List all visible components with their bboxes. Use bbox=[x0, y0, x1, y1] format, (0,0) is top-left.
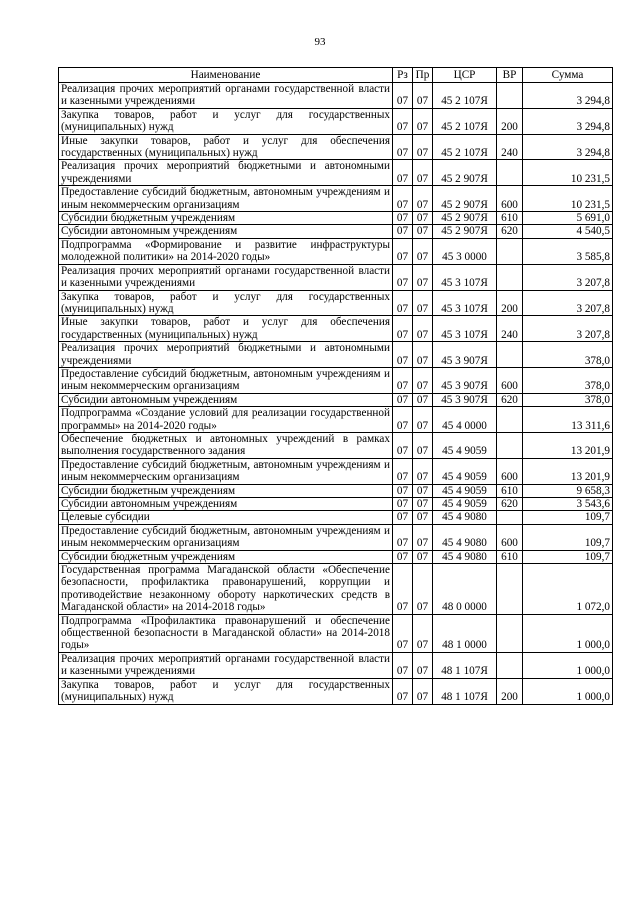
cell-csr: 45 2 907Я bbox=[433, 225, 497, 238]
cell-name: Субсидии автономным учреждениям bbox=[59, 225, 393, 238]
cell-rz: 07 bbox=[393, 160, 413, 186]
cell-vr bbox=[497, 264, 523, 290]
table-row bbox=[59, 550, 613, 563]
cell-csr: 45 3 107Я bbox=[433, 290, 497, 316]
cell-sum: 109,7 bbox=[523, 511, 613, 524]
table-row bbox=[59, 316, 613, 342]
budget-table bbox=[58, 67, 613, 705]
cell-name: Реализация прочих мероприятий органами государственной власти и казенными учреждениями bbox=[59, 264, 393, 290]
cell-vr: 200 bbox=[497, 108, 523, 134]
table-row bbox=[59, 407, 613, 433]
cell-vr: 620 bbox=[497, 498, 523, 511]
cell-name: Субсидии бюджетным учреждениям bbox=[59, 550, 393, 563]
table-row bbox=[59, 108, 613, 134]
cell-rz: 07 bbox=[393, 134, 413, 160]
cell-rz: 07 bbox=[393, 458, 413, 484]
header-sum: Сумма bbox=[523, 68, 613, 83]
cell-sum: 1 072,0 bbox=[523, 564, 613, 615]
cell-name: Подпрограмма «Создание условий для реализации государственной программы» на 2014-2020 годы» bbox=[59, 407, 393, 433]
cell-rz: 07 bbox=[393, 83, 413, 109]
cell-pr: 07 bbox=[413, 83, 433, 109]
cell-rz: 07 bbox=[393, 367, 413, 393]
table-row bbox=[59, 564, 613, 615]
cell-vr: 240 bbox=[497, 316, 523, 342]
cell-pr: 07 bbox=[413, 564, 433, 615]
cell-name: Предоставление субсидий бюджетным, автономным учреждениям и иным некоммерческим организациям bbox=[59, 367, 393, 393]
cell-sum: 3 585,8 bbox=[523, 238, 613, 264]
cell-vr bbox=[497, 652, 523, 678]
cell-vr bbox=[497, 511, 523, 524]
cell-name: Субсидии бюджетным учреждениям bbox=[59, 212, 393, 225]
cell-pr: 07 bbox=[413, 407, 433, 433]
table-row bbox=[59, 186, 613, 212]
cell-pr: 07 bbox=[413, 652, 433, 678]
cell-name: Закупка товаров, работ и услуг для государственных (муниципальных) нужд bbox=[59, 290, 393, 316]
cell-sum: 13 311,6 bbox=[523, 407, 613, 433]
cell-rz: 07 bbox=[393, 238, 413, 264]
cell-rz: 07 bbox=[393, 186, 413, 212]
cell-vr bbox=[497, 238, 523, 264]
cell-pr: 07 bbox=[413, 678, 433, 704]
table-row bbox=[59, 264, 613, 290]
cell-sum: 3 294,8 bbox=[523, 108, 613, 134]
cell-vr bbox=[497, 432, 523, 458]
cell-csr: 45 2 907Я bbox=[433, 160, 497, 186]
table-row bbox=[59, 238, 613, 264]
table-row bbox=[59, 511, 613, 524]
cell-pr: 07 bbox=[413, 484, 433, 497]
cell-vr: 600 bbox=[497, 524, 523, 550]
cell-name: Подпрограмма «Профилактика правонарушений и обеспечение общественной безопасности в Магаданской области» на 2014-2018 годы» bbox=[59, 614, 393, 652]
cell-pr: 07 bbox=[413, 393, 433, 406]
table-row bbox=[59, 484, 613, 497]
cell-csr: 45 3 107Я bbox=[433, 264, 497, 290]
cell-sum: 10 231,5 bbox=[523, 160, 613, 186]
cell-vr: 610 bbox=[497, 484, 523, 497]
table-row bbox=[59, 342, 613, 368]
cell-name: Обеспечение бюджетных и автономных учреждений в рамках выполнения государственного задания bbox=[59, 432, 393, 458]
cell-vr: 240 bbox=[497, 134, 523, 160]
header-rz: Рз bbox=[393, 68, 413, 83]
cell-rz: 07 bbox=[393, 407, 413, 433]
cell-csr: 45 3 907Я bbox=[433, 393, 497, 406]
cell-pr: 07 bbox=[413, 498, 433, 511]
cell-csr: 45 2 907Я bbox=[433, 186, 497, 212]
cell-vr bbox=[497, 407, 523, 433]
cell-rz: 07 bbox=[393, 393, 413, 406]
cell-vr: 600 bbox=[497, 186, 523, 212]
cell-rz: 07 bbox=[393, 108, 413, 134]
cell-csr: 45 2 107Я bbox=[433, 134, 497, 160]
cell-name: Реализация прочих мероприятий органами государственной власти и казенными учреждениями bbox=[59, 652, 393, 678]
cell-csr: 45 4 9059 bbox=[433, 484, 497, 497]
table-row bbox=[59, 290, 613, 316]
cell-sum: 1 000,0 bbox=[523, 614, 613, 652]
table-body bbox=[59, 83, 613, 705]
cell-sum: 1 000,0 bbox=[523, 678, 613, 704]
cell-vr: 610 bbox=[497, 212, 523, 225]
cell-vr: 620 bbox=[497, 393, 523, 406]
cell-sum: 13 201,9 bbox=[523, 458, 613, 484]
cell-pr: 07 bbox=[413, 614, 433, 652]
cell-name: Закупка товаров, работ и услуг для государственных (муниципальных) нужд bbox=[59, 678, 393, 704]
table-row bbox=[59, 458, 613, 484]
cell-csr: 45 3 0000 bbox=[433, 238, 497, 264]
cell-pr: 07 bbox=[413, 290, 433, 316]
cell-csr: 48 1 107Я bbox=[433, 678, 497, 704]
cell-csr: 45 2 107Я bbox=[433, 108, 497, 134]
cell-pr: 07 bbox=[413, 134, 433, 160]
cell-vr: 200 bbox=[497, 290, 523, 316]
cell-name: Субсидии автономным учреждениям bbox=[59, 393, 393, 406]
cell-vr: 200 bbox=[497, 678, 523, 704]
cell-rz: 07 bbox=[393, 264, 413, 290]
cell-rz: 07 bbox=[393, 484, 413, 497]
cell-rz: 07 bbox=[393, 432, 413, 458]
cell-csr: 45 2 907Я bbox=[433, 212, 497, 225]
cell-sum: 3 294,8 bbox=[523, 83, 613, 109]
cell-pr: 07 bbox=[413, 238, 433, 264]
cell-sum: 10 231,5 bbox=[523, 186, 613, 212]
cell-vr bbox=[497, 160, 523, 186]
cell-sum: 9 658,3 bbox=[523, 484, 613, 497]
cell-pr: 07 bbox=[413, 458, 433, 484]
cell-name: Целевые субсидии bbox=[59, 511, 393, 524]
cell-csr: 45 4 9059 bbox=[433, 432, 497, 458]
cell-name: Иные закупки товаров, работ и услуг для обеспечения государственных (муниципальных) нужд bbox=[59, 316, 393, 342]
cell-rz: 07 bbox=[393, 290, 413, 316]
cell-sum: 3 207,8 bbox=[523, 264, 613, 290]
cell-sum: 378,0 bbox=[523, 393, 613, 406]
cell-vr bbox=[497, 342, 523, 368]
cell-rz: 07 bbox=[393, 225, 413, 238]
cell-rz: 07 bbox=[393, 524, 413, 550]
cell-name: Реализация прочих мероприятий бюджетными и автономными учреждениями bbox=[59, 342, 393, 368]
table-row bbox=[59, 393, 613, 406]
cell-pr: 07 bbox=[413, 432, 433, 458]
cell-sum: 109,7 bbox=[523, 550, 613, 563]
cell-vr bbox=[497, 83, 523, 109]
table-row bbox=[59, 614, 613, 652]
cell-rz: 07 bbox=[393, 212, 413, 225]
cell-name: Предоставление субсидий бюджетным, автономным учреждениям и иным некоммерческим организациям bbox=[59, 458, 393, 484]
cell-sum: 3 207,8 bbox=[523, 290, 613, 316]
cell-pr: 07 bbox=[413, 225, 433, 238]
table-header-row bbox=[59, 68, 613, 83]
table-row bbox=[59, 83, 613, 109]
cell-pr: 07 bbox=[413, 108, 433, 134]
cell-sum: 378,0 bbox=[523, 342, 613, 368]
cell-sum: 5 691,0 bbox=[523, 212, 613, 225]
cell-csr: 45 3 107Я bbox=[433, 316, 497, 342]
table-row bbox=[59, 225, 613, 238]
cell-rz: 07 bbox=[393, 564, 413, 615]
cell-csr: 45 4 0000 bbox=[433, 407, 497, 433]
cell-rz: 07 bbox=[393, 550, 413, 563]
header-vr: ВР bbox=[497, 68, 523, 83]
cell-pr: 07 bbox=[413, 316, 433, 342]
cell-pr: 07 bbox=[413, 186, 433, 212]
cell-pr: 07 bbox=[413, 511, 433, 524]
cell-csr: 45 4 9080 bbox=[433, 511, 497, 524]
page-number: 93 bbox=[314, 36, 326, 48]
cell-vr: 610 bbox=[497, 550, 523, 563]
cell-name: Предоставление субсидий бюджетным, автономным учреждениям и иным некоммерческим организациям bbox=[59, 186, 393, 212]
cell-rz: 07 bbox=[393, 316, 413, 342]
cell-pr: 07 bbox=[413, 367, 433, 393]
cell-csr: 48 1 107Я bbox=[433, 652, 497, 678]
cell-vr: 600 bbox=[497, 458, 523, 484]
table-row bbox=[59, 498, 613, 511]
cell-pr: 07 bbox=[413, 342, 433, 368]
cell-vr bbox=[497, 564, 523, 615]
table-row bbox=[59, 524, 613, 550]
cell-pr: 07 bbox=[413, 212, 433, 225]
cell-name: Субсидии автономным учреждениям bbox=[59, 498, 393, 511]
cell-name: Закупка товаров, работ и услуг для государственных (муниципальных) нужд bbox=[59, 108, 393, 134]
cell-csr: 45 4 9059 bbox=[433, 498, 497, 511]
cell-name: Иные закупки товаров, работ и услуг для обеспечения государственных (муниципальных) нужд bbox=[59, 134, 393, 160]
header-name: Наименование bbox=[59, 68, 393, 83]
header-pr: Пр bbox=[413, 68, 433, 83]
cell-name: Субсидии бюджетным учреждениям bbox=[59, 484, 393, 497]
cell-sum: 378,0 bbox=[523, 367, 613, 393]
cell-name: Государственная программа Магаданской области «Обеспечение безопасности, профилактика правонарушений, коррупции и противодействие незаконному обороту наркотических средств в Магаданской области» на 2014-2018 годы» bbox=[59, 564, 393, 615]
cell-sum: 3 543,6 bbox=[523, 498, 613, 511]
cell-sum: 1 000,0 bbox=[523, 652, 613, 678]
cell-name: Подпрограмма «Формирование и развитие инфраструктуры молодежной политики» на 2014-2020 годы» bbox=[59, 238, 393, 264]
cell-csr: 45 4 9080 bbox=[433, 524, 497, 550]
cell-csr: 48 1 0000 bbox=[433, 614, 497, 652]
cell-csr: 48 0 0000 bbox=[433, 564, 497, 615]
table-row bbox=[59, 652, 613, 678]
cell-pr: 07 bbox=[413, 524, 433, 550]
cell-csr: 45 3 907Я bbox=[433, 367, 497, 393]
table-row bbox=[59, 212, 613, 225]
cell-sum: 3 207,8 bbox=[523, 316, 613, 342]
cell-csr: 45 3 907Я bbox=[433, 342, 497, 368]
cell-sum: 4 540,5 bbox=[523, 225, 613, 238]
cell-pr: 07 bbox=[413, 550, 433, 563]
cell-pr: 07 bbox=[413, 264, 433, 290]
cell-rz: 07 bbox=[393, 678, 413, 704]
cell-rz: 07 bbox=[393, 498, 413, 511]
table-row bbox=[59, 678, 613, 704]
cell-csr: 45 4 9059 bbox=[433, 458, 497, 484]
table-row bbox=[59, 367, 613, 393]
cell-rz: 07 bbox=[393, 652, 413, 678]
cell-rz: 07 bbox=[393, 342, 413, 368]
cell-sum: 109,7 bbox=[523, 524, 613, 550]
cell-vr bbox=[497, 614, 523, 652]
cell-csr: 45 2 107Я bbox=[433, 83, 497, 109]
cell-csr: 45 4 9080 bbox=[433, 550, 497, 563]
cell-rz: 07 bbox=[393, 614, 413, 652]
cell-vr: 620 bbox=[497, 225, 523, 238]
cell-vr: 600 bbox=[497, 367, 523, 393]
cell-pr: 07 bbox=[413, 160, 433, 186]
table-row bbox=[59, 432, 613, 458]
cell-sum: 13 201,9 bbox=[523, 432, 613, 458]
cell-sum: 3 294,8 bbox=[523, 134, 613, 160]
table-row bbox=[59, 160, 613, 186]
cell-name: Предоставление субсидий бюджетным, автономным учреждениям и иным некоммерческим организациям bbox=[59, 524, 393, 550]
header-csr: ЦСР bbox=[433, 68, 497, 83]
cell-rz: 07 bbox=[393, 511, 413, 524]
cell-name: Реализация прочих мероприятий бюджетными и автономными учреждениями bbox=[59, 160, 393, 186]
cell-name: Реализация прочих мероприятий органами государственной власти и казенными учреждениями bbox=[59, 83, 393, 109]
table-row bbox=[59, 134, 613, 160]
